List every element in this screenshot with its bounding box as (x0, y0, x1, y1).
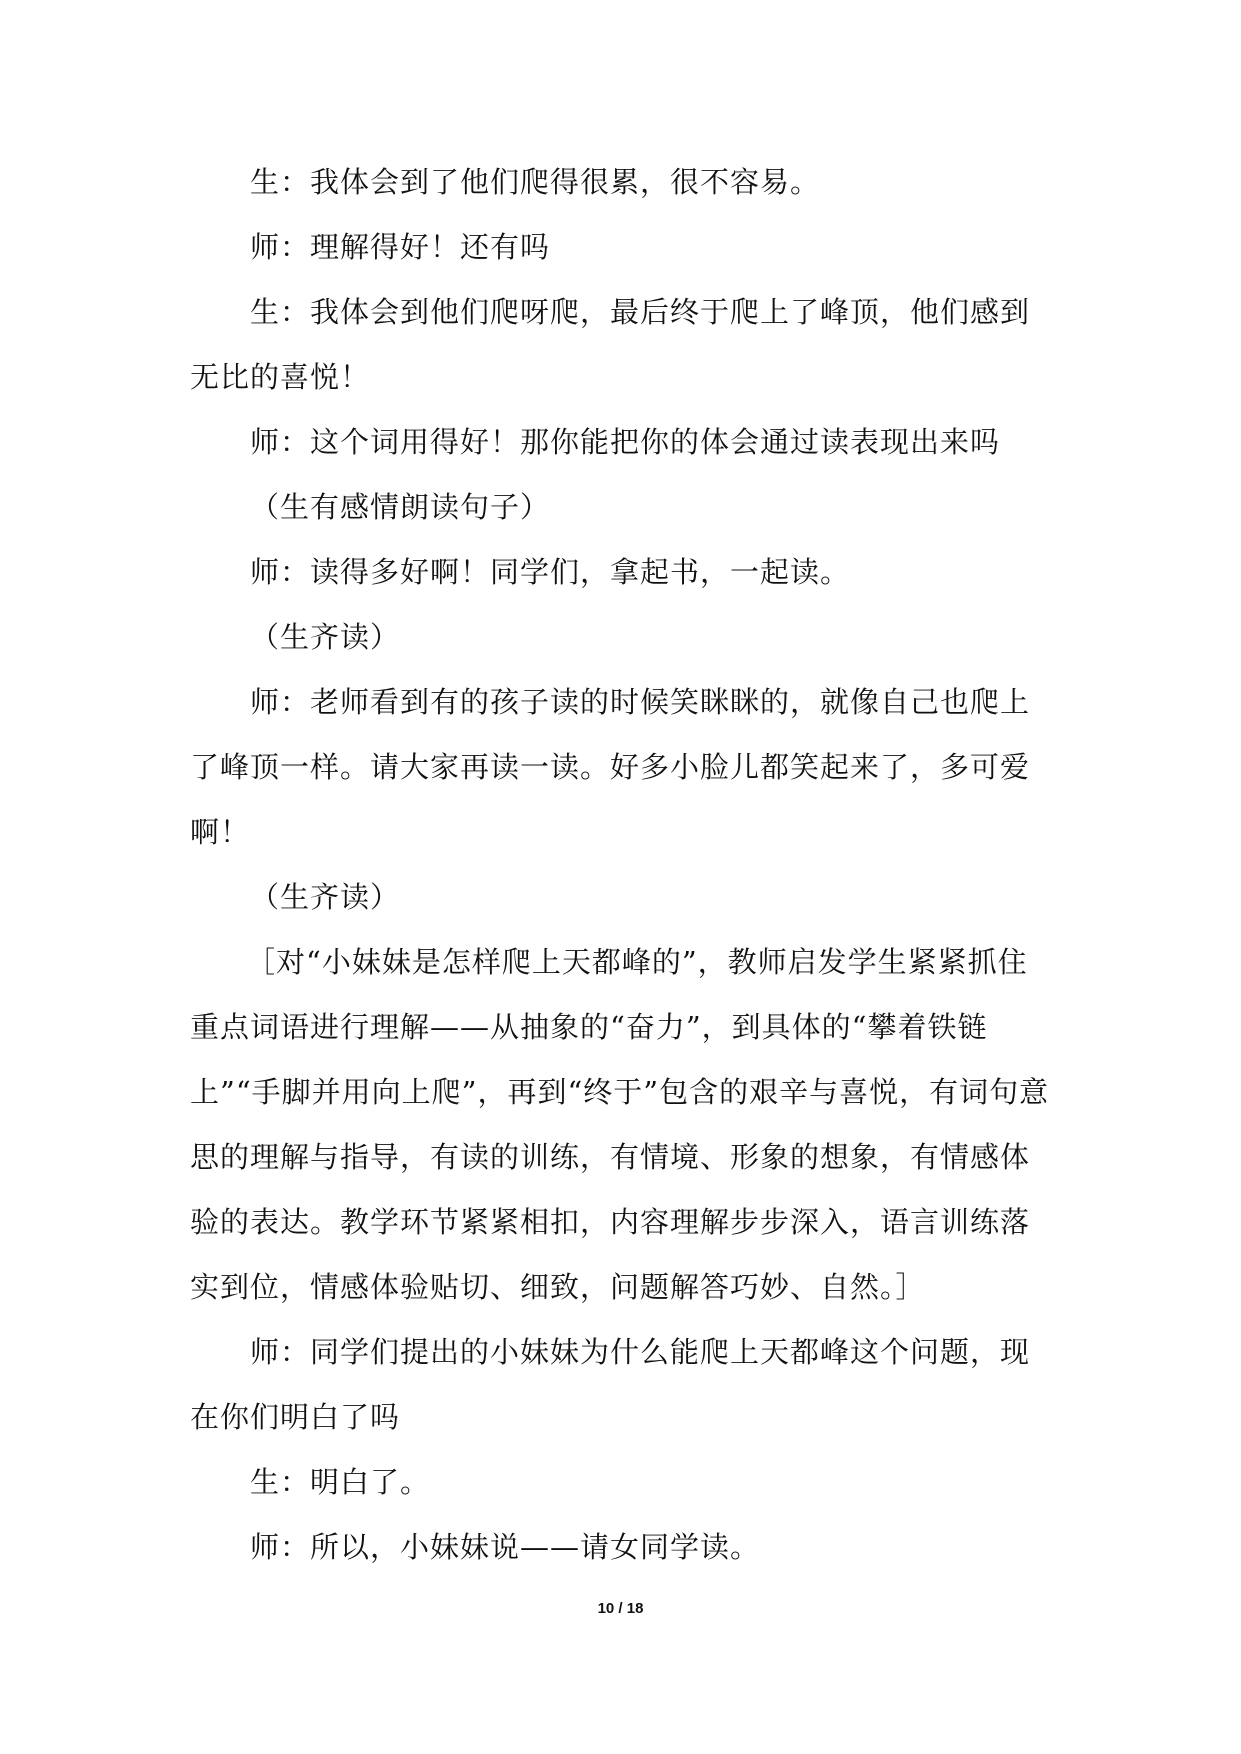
page-number: 10 / 18 (597, 1600, 644, 1617)
paragraph-1: 生：我体会到了他们爬得很累，很不容易。 (250, 165, 821, 199)
paragraph-8: 师：老师看到有的孩子读的时候笑眯眯的，就像自己也爬上了峰顶一样。请大家再读一读。好多小脸儿都笑起来了，多可爱啊！ (190, 685, 1031, 849)
document-body (190, 150, 1050, 1580)
paragraph-9: （生齐读） (250, 880, 401, 914)
paragraph-3: 生：我体会到他们爬呀爬，最后终于爬上了峰顶，他们感到无比的喜悦！ (190, 295, 1031, 394)
paragraph-7: （生齐读） (250, 620, 401, 654)
paragraph-4: 师：这个词用得好！那你能把你的体会通过读表现出来吗 (250, 425, 1001, 459)
paragraph-6: 师：读得多好啊！同学们，拿起书，一起读。 (250, 555, 851, 589)
commentary-paragraph: ［对“小妹妹是怎样爬上天都峰的”，教师启发学生紧紧抓住重点词语进行理解——从抽象的“奋力”，到具体的“攀着铁链上”“手脚并用向上爬”，再到“终于”包含的艰辛与喜悦，有词句意思的理解与指导，有读的训练，有情境、形象的想象，有情感体验的表达。教学环节紧紧相扣，内容理解步步深入，语言训练落实到位，情感体验贴切、细致，问题解答巧妙、自然。］ (190, 945, 1050, 1304)
paragraph-11: 师：同学们提出的小妹妹为什么能爬上天都峰这个问题，现在你们明白了吗 (190, 1335, 1031, 1434)
paragraph-5: （生有感情朗读句子） (250, 490, 551, 524)
paragraph-12: 生：明白了。 (250, 1465, 431, 1499)
paragraph-2: 师：理解得好！还有吗 (250, 230, 551, 264)
paragraph-13: 师：所以，小妹妹说——请女同学读。 (250, 1530, 761, 1564)
